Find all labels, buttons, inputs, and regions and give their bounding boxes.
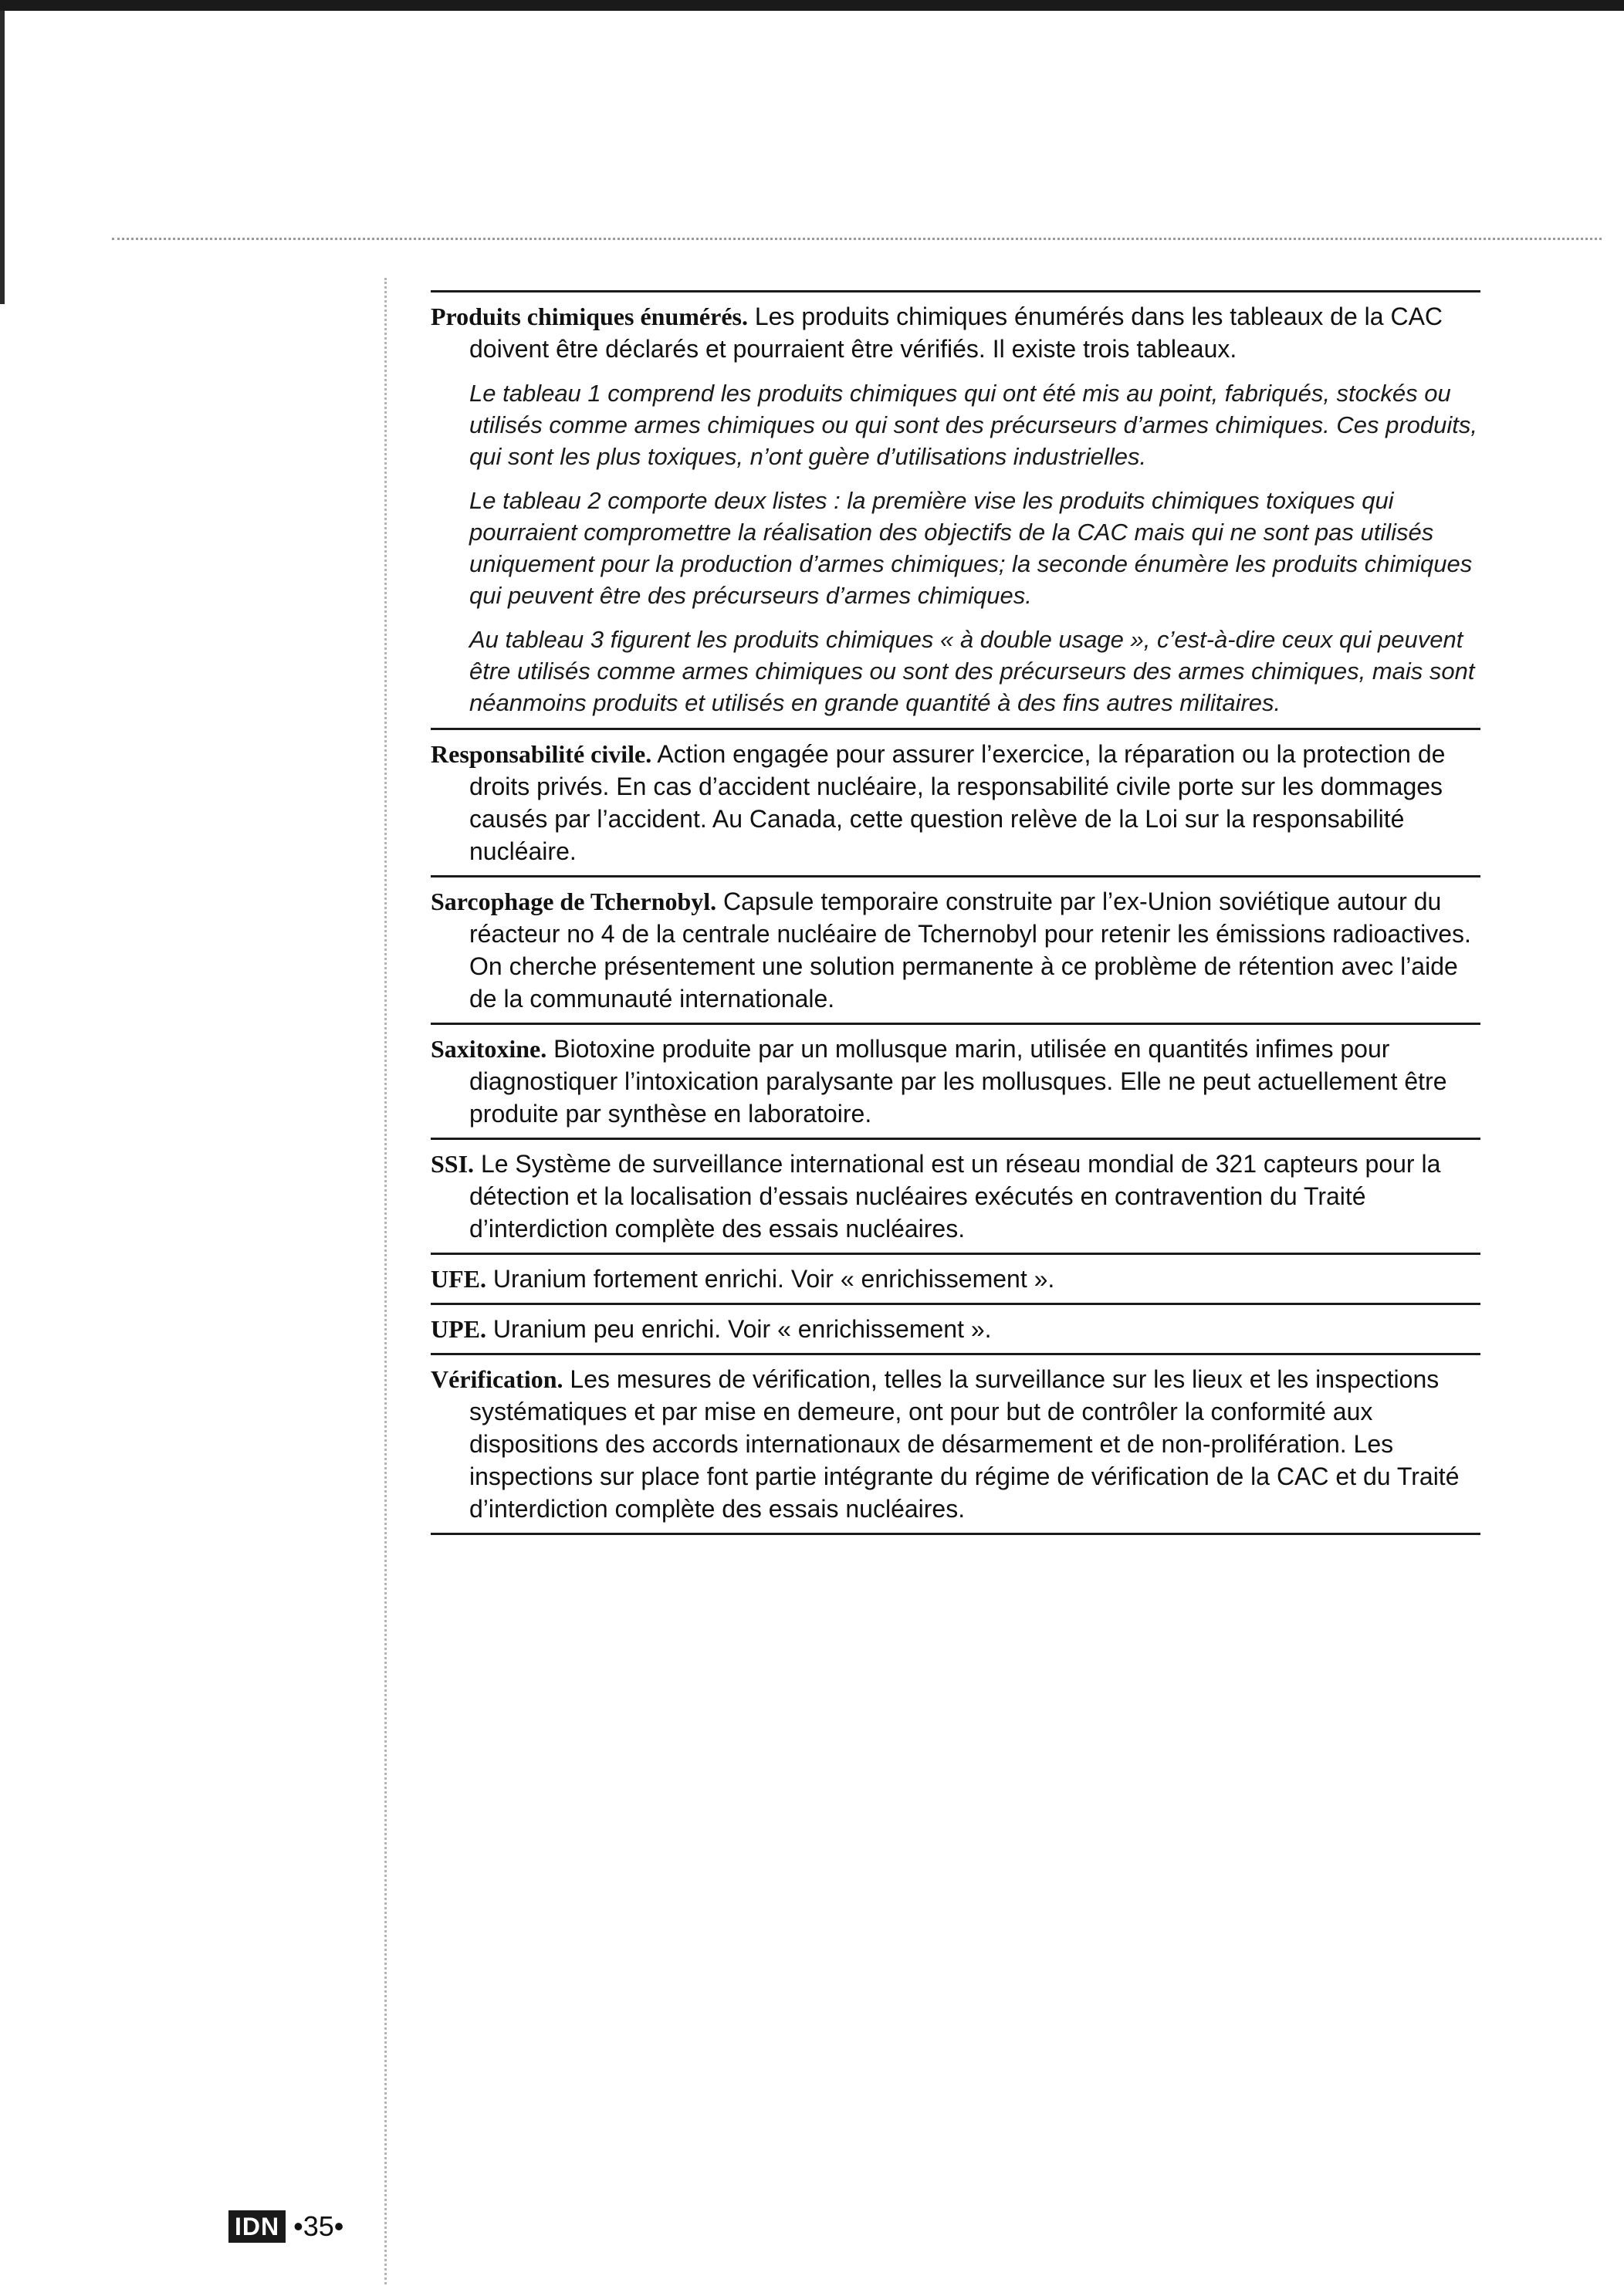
entry-body bbox=[431, 1033, 1480, 1130]
entry-sub-paragraph: Au tableau 3 figurent les produits chimiques « à double usage », c’est-à-dire ceux qui peuvent être utilisés comme armes chimiques ou sont des précurseurs des armes chimiques, mais sont néanmoins produits et utilisés en grande quantité à des fins autres militaires. bbox=[469, 626, 1475, 716]
entry-body bbox=[431, 1263, 1480, 1295]
entry-body bbox=[431, 885, 1480, 1015]
glossary-entry-saxitoxine bbox=[431, 1023, 1480, 1138]
entry-definition: Biotoxine produite par un mollusque marin, utilisée en quantités infimes pour diagnostiquer l’intoxication paralysante par les mollusques. Elle ne peut actuellement être produite par synthèse en laboratoire. bbox=[469, 1035, 1447, 1128]
page-number: •35• bbox=[293, 2210, 344, 2242]
glossary-entry-upe bbox=[431, 1303, 1480, 1353]
scan-left-edge bbox=[0, 11, 5, 304]
entry-definition: Uranium fortement enrichi. Voir « enrichissement ». bbox=[486, 1265, 1055, 1293]
entry-body bbox=[431, 1363, 1480, 1525]
entry-term: Sarcophage de Tchernobyl. bbox=[431, 888, 717, 915]
entry-definition: Action engagée pour assurer l’exercice, la réparation ou la protection de droits privés. En cas d’accident nucléaire, la responsabilité civile porte sur les dommages causés par l’accident. Au Canada, cette question relève de la Loi sur la responsabilité nucléaire. bbox=[469, 740, 1446, 865]
entry-term: UPE. bbox=[431, 1315, 486, 1343]
entry-term: Vérification. bbox=[431, 1365, 563, 1393]
entry-term: Saxitoxine. bbox=[431, 1035, 547, 1063]
entry-term: Responsabilité civile. bbox=[431, 740, 652, 768]
entry-term: Produits chimiques énumérés. bbox=[431, 303, 748, 330]
entry-term: SSI. bbox=[431, 1150, 475, 1178]
glossary-entry-ssi bbox=[431, 1138, 1480, 1253]
entry-body bbox=[431, 1148, 1480, 1245]
entry-term: UFE. bbox=[431, 1265, 486, 1293]
entry-body bbox=[431, 738, 1480, 867]
idn-logo: IDN bbox=[228, 2210, 286, 2243]
entry-body bbox=[431, 1313, 1480, 1345]
glossary-entry-verification bbox=[431, 1353, 1480, 1535]
entry-sub-paragraph: Le tableau 1 comprend les produits chimiques qui ont été mis au point, fabriqués, stockés ou utilisés comme armes chimiques ou qui sont des précurseurs d’armes chimiques. Ces produits, qui sont les plus toxiques, n’ont guère d’utilisations industrielles. bbox=[469, 380, 1477, 470]
entry-definition: Les mesures de vérification, telles la surveillance sur les lieux et les inspections systématiques et par mise en demeure, ont pour but de contrôler la conformité aux dispositions des accords internationaux de désarmement et de non-prolifération. Les inspections sur place font partie intégrante du régime de vérification de la CAC et du Traité d’interdiction complète des essais nucléaires. bbox=[469, 1365, 1460, 1523]
entry-definition: Les produits chimiques énumérés dans les tableaux de la CAC doivent être déclarés et pourraient être vérifiés. Il existe trois tableaux. bbox=[469, 303, 1443, 363]
margin-dotted-rule bbox=[384, 278, 387, 2284]
entry-definition: Le Système de surveillance international est un réseau mondial de 321 capteurs pour la détection et la localisation d’essais nucléaires exécutés en contravention du Traité d’interdiction complète des essais nucléaires. bbox=[469, 1150, 1441, 1243]
page-footer bbox=[228, 2210, 343, 2243]
glossary-entry-sarcophage bbox=[431, 875, 1480, 1023]
glossary-entry-ufe bbox=[431, 1253, 1480, 1303]
entry-body bbox=[431, 300, 1480, 365]
glossary-entry-produits-chimiques bbox=[431, 290, 1480, 728]
scan-top-edge bbox=[0, 0, 1624, 11]
entry-definition: Capsule temporaire construite par l’ex-Union soviétique autour du réacteur no 4 de la centrale nucléaire de Tchernobyl pour retenir les émissions radioactives. On cherche présentement une solution permanente à ce problème de rétention avec l’aide de la communauté internationale. bbox=[469, 888, 1471, 1013]
header-dotted-rule bbox=[112, 238, 1602, 240]
entry-definition: Uranium peu enrichi. Voir « enrichissement ». bbox=[486, 1315, 992, 1343]
entry-sub-paragraph: Le tableau 2 comporte deux listes : la première vise les produits chimiques toxiques qui pourraient compromettre la réalisation des objectifs de la CAC mais qui ne sont pas utilisés uniquement pour la production d’armes chimiques; la seconde énumère les produits chimiques qui peuvent être des précurseurs d’armes chimiques. bbox=[469, 487, 1473, 609]
glossary-list bbox=[431, 290, 1480, 1535]
glossary-entry-responsabilite-civile bbox=[431, 728, 1480, 875]
